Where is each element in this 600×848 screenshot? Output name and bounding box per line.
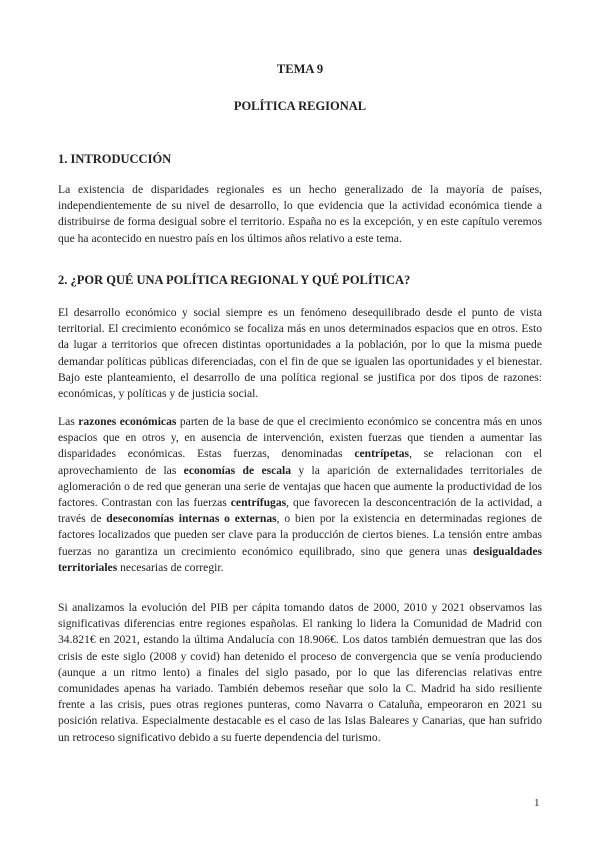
text-run: necesarias de corregir. [117, 560, 224, 574]
term-centripetas: centrípetas [354, 447, 410, 461]
term-desigualdades-territoriales: desigualdades territoriales [58, 544, 542, 574]
text-run: , que favorecen la desconcentración de la actividad, a través de [58, 496, 542, 526]
chapter-title: POLÍTICA REGIONAL [233, 99, 367, 113]
page-number: 1 [534, 797, 540, 809]
term-economias-de-escala: economías de escala [183, 463, 292, 477]
text-run: , se relacionan con el aprovechamiento de las [58, 447, 542, 477]
intro-paragraph-text: La existencia de disparidades regionales es un hecho generalizado de la mayoría de países, independientemente de su nivel de desarrollo, lo que evidencia que la actividad económica tiende a distribuirse de forma desigual sobre el territorio. España no es la excepción, y en este capítulo veremos que ha acontecido en nuestro país en los últimos años relativo a este tema. [58, 183, 542, 245]
paragraph-economic-reasons [58, 414, 542, 576]
paragraph-text: Si analizamos la evolución del PIB per cápita tomando datos de 2000, 2010 y 2021 observamos las significativas diferencias entre regiones españolas. El ranking lo lidera la Comunidad de Madrid con 34.821€ en 2021, estando la última Andalucía con 18.906€. Los datos también demuestran que las dos crisis de este siglo (2008 y covid) han detenido el proceso de convergencia que se venía produciendo (aunque a un ritmo lento) a finales del siglo pasado, por lo que las diferencias relativas entre comunidades apenas ha variado. También debemos reseñar que solo la C. Madrid ha sido resiliente frente a las crisis, pues otras regiones punteras, como Navarra o Cataluña, empeoraron en 2021 su posición relativa. Especialmente destacable es el caso de las Islas Baleares y Canarias, que han sufrido un retroceso significativo debido a su fuerte dependencia del turismo. [58, 601, 542, 744]
text-run: , o bien por la existencia en determinadas regiones de factores localizados que pueden ser clave para la producción de ciertos bienes. La tensión entre ambas fuerzas no garantiza un crecimiento económico equilibrado, sino que genera unas [58, 512, 542, 558]
text-run: Las [58, 415, 79, 428]
topic-title: TEMA 9 [276, 62, 324, 76]
section-heading-introduction: 1. INTRODUCCIÓN [58, 152, 172, 166]
paragraph-territorial-development [58, 305, 542, 402]
term-deseconomias: deseconomías internas o externas [106, 512, 277, 526]
paragraph-gdp-per-capita [58, 600, 542, 746]
term-razones-economicas: razones económicas [78, 415, 177, 428]
term-centrifugas: centrífugas [230, 496, 287, 510]
paragraph-text: El desarrollo económico y social siempre es un fenómeno desequilibrado desde el punto de vista territorial. El crecimiento económico se focaliza más en unos determinados espacios que en otros. Esto da lugar a territorios que ofrecen distintas oportunidades a la población, por lo que la misma puede demandar políticas públicas diferenciadas, con el fin de que se igualen las oportunidades y el bienestar. Bajo este planteamiento, el desarrollo de una política regional se justifica por dos tipos de razones: económicas, y políticas y de justicia social. [58, 306, 542, 401]
intro-paragraph [58, 182, 542, 247]
text-run: y la aparición de externalidades territoriales de aglomeración o de red que generan una serie de ventajas que hacen que aumente la productividad de los factores. Contrastan con las fuerzas [58, 463, 542, 510]
section-heading-why-regional-policy: 2. ¿POR QUÉ UNA POLÍTICA REGIONAL Y QUÉ POLÍTICA? [58, 273, 411, 287]
text-run: parten de la base de que el crecimiento económico se concentra más en unos espacios que en otros y, en ausencia de intervención, existen fuerzas que tienden a aumentar las disparidades económicas. Estas fuerzas, denominadas [58, 415, 542, 461]
